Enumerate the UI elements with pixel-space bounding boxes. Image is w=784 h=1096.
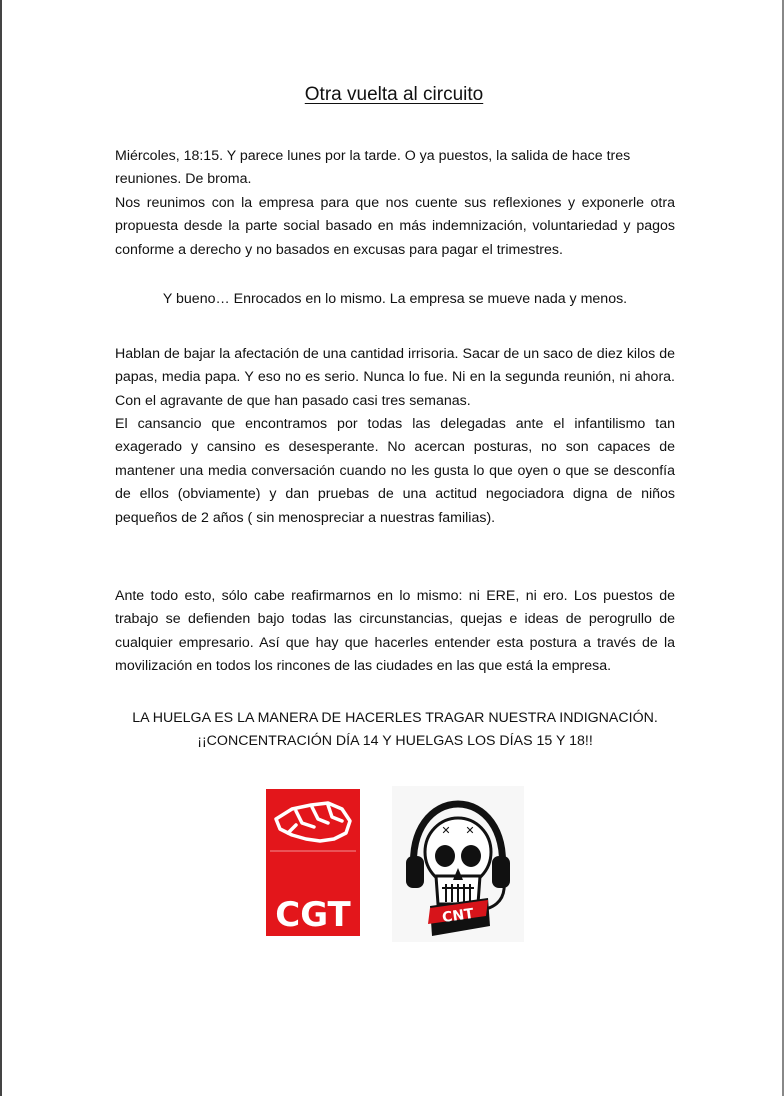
svg-text:✕: ✕ <box>465 824 475 837</box>
paragraph-reaffirm: Ante todo esto, sólo cabe reafirmarnos en lo mismo: ni ERE, ni ero. Los puestos de trabajo se defienden bajo todas las circunstancias, quejas e ideas de perogrullo de cualquier empresario. Así que hay que hacerles entender esta postura a través de la movilización en todos los rincones de las ciudades en las que está la empresa. <box>115 588 675 675</box>
cnt-logo-text: CNT <box>441 905 475 927</box>
cgt-logo <box>266 789 360 936</box>
paragraph-intro-line-1: Miércoles, 18:15. Y parece lunes por la tarde. O ya puestos, la salida de hace tres <box>115 148 631 164</box>
svg-text:✕: ✕ <box>441 824 451 837</box>
paragraph-intro-line-2: reuniones. De broma. <box>115 171 252 188</box>
cnt-logo <box>392 786 524 942</box>
closing-line-2: ¡¡CONCENTRACIÓN DÍA 14 Y HUELGAS LOS DÍAS 15 Y 18!! <box>197 733 593 750</box>
paragraph-summary: Y bueno… Enrocados en lo mismo. La empresa se mueve nada y menos. <box>162 291 628 307</box>
cgt-logo-text: CGT <box>275 895 351 935</box>
document-title: Otra vuelta al circuito <box>304 84 484 105</box>
closing-line-1: LA HUELGA ES LA MANERA DE HACERLES TRAGAR NUESTRA INDIGNACIÓN. <box>132 710 658 726</box>
paragraph-affectation: Hablan de bajar la afectación de una cantidad irrisoria. Sacar de un saco de diez kilos de papas, media papa. Y eso no es serio. Nunca lo fue. Ni en la segunda reunión, ni ahora. Con el agravante de que han pasado casi tres semanas. <box>115 346 675 409</box>
paragraph-meeting: Nos reunimos con la empresa para que nos cuente sus reflexiones y exponerle otra propuesta desde la parte social basado en más indemnización, voluntariedad y pagos conforme a derecho y no basados en excusas para pagar el trimestres. <box>115 195 675 258</box>
paragraph-fatigue: El cansancio que encontramos por todas las delegadas ante el infantilismo tan exagerado y cansino es desesperante. No acercan posturas, no son capaces de mantener una media conversación cuando no les gusta lo que oyen o que se desconfía de ellos (obviamente) y dan pruebas de una actitud negociadora digna de niños pequeños de 2 años ( sin menospreciar a nuestras familias). <box>115 416 675 526</box>
closing-call <box>115 707 675 754</box>
paragraph-intro <box>115 145 675 192</box>
